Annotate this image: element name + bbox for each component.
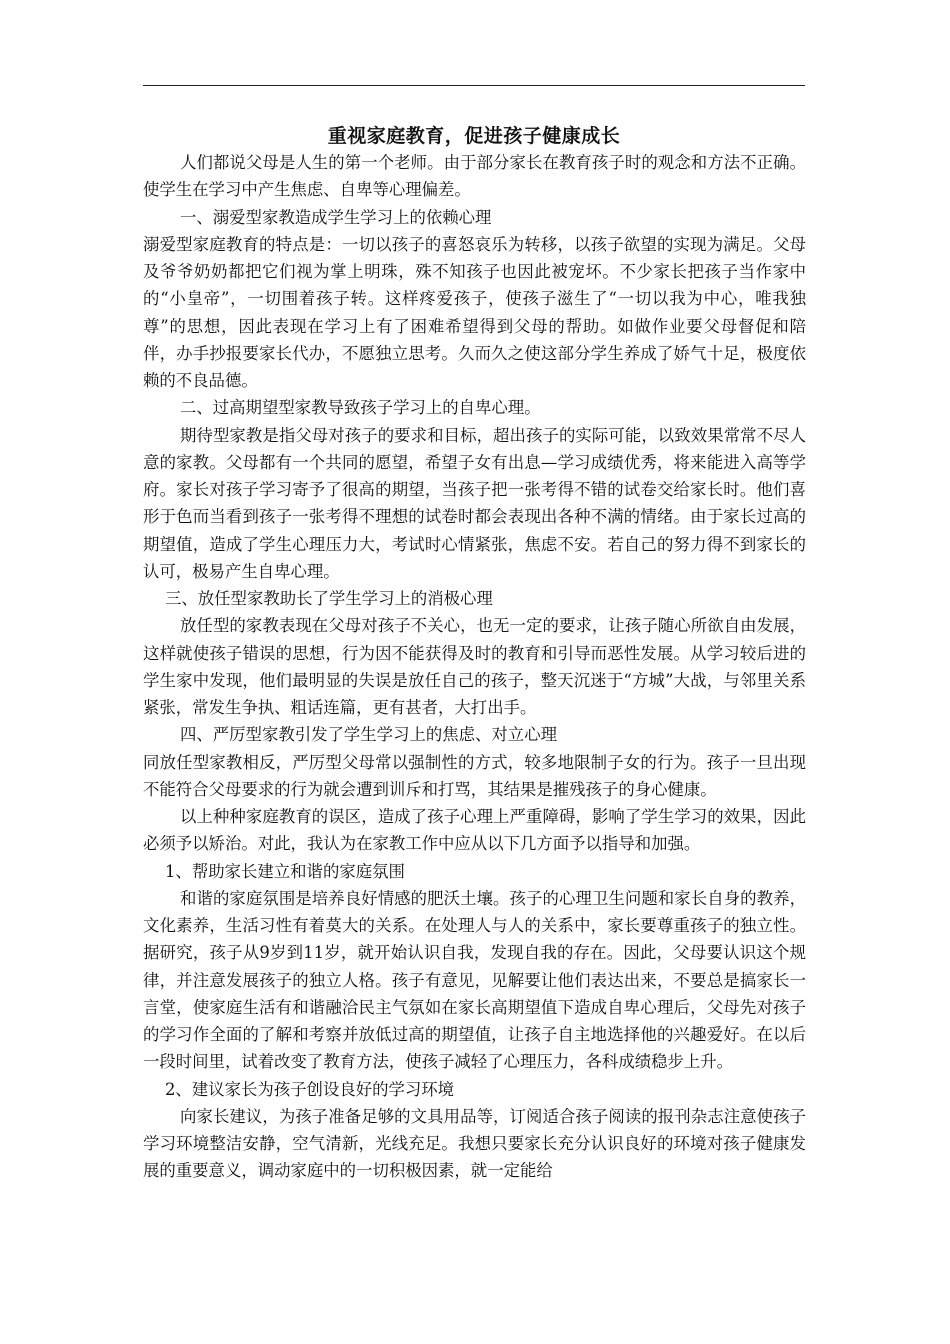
subsection-heading-1: 1、帮助家长建立和谐的家庭氛围 <box>165 861 405 881</box>
intro-paragraph: 人们都说父母是人生的第一个老师。由于部分家长在教育孩子时的观念和方法不正确。使学生在学习中产生焦虑、自卑等心理偏差。 <box>143 153 806 200</box>
body-paragraph: 同放任型家教相反，严厉型父母常以强制性的方式，较多地限制子女的行为。孩子一旦出现不能符合父母要求的行为就会遭到训斥和打骂，其结果是摧残孩子的身心健康。 <box>143 752 806 799</box>
body-paragraph: 向家长建议，为孩子准备足够的文具用品等，订阅适合孩子阅读的报刊杂志注意使孩子学习环境整洁安静，空气清新，光线充足。我想只要家长充分认识良好的环境对孩子健康发展的重要意义，调动家庭中的一切积极因素，就一定能给 <box>143 1106 806 1181</box>
document-body <box>143 149 806 1185</box>
subsection-heading-2: 2、建议家长为孩子创设良好的学习环境 <box>165 1079 455 1099</box>
section-heading-4: 四、严厉型家教引发了学生学习上的焦虑、对立心理 <box>180 725 557 745</box>
document-title: 重视家庭教育，促进孩子健康成长 <box>327 125 621 147</box>
body-paragraph: 放任型的家教表现在父母对孩子不关心，也无一定的要求，让孩子随心所欲自由发展，这样就使孩子错误的思想，行为因不能获得及时的教育和引导而恶性发展。从学习较后进的学生家中发现，他们最明显的失误是放任自己的孩子，整天沉迷于“方城”大战，与邻里关系紧张，常发生争执、粗话连篇，更有甚者，大打出手。 <box>143 616 806 717</box>
section-heading-2: 二、过高期望型家教导致孩子学习上的自卑心理。 <box>180 398 541 418</box>
body-paragraph: 和谐的家庭氛围是培养良好情感的肥沃土壤。孩子的心理卫生问题和家长自身的教养，文化素养，生活习性有着莫大的关系。在处理人与人的关系中，家长要尊重孩子的独立性。据研究，孩子从9岁到11岁，就开始认识自我，发现自我的存在。因此，父母要认识这个规律，并注意发展孩子的独立人格。孩子有意见，见解要让他们表达出来，不要总是搞家长一言堂，使家庭生活有和谐融洽民主气氛如在家长高期望值下造成自卑心理后，父母先对孩子的学习作全面的了解和考察并放低过高的期望值，让孩子自主地选择他的兴趣爱好。在以后一段时间里，试着改变了教育方法，使孩子减轻了心理压力，各科成绩稳步上升。 <box>143 888 806 1072</box>
section-heading-3: 三、放任型家教助长了学生学习上的消极心理 <box>165 589 493 608</box>
body-paragraph: 以上种种家庭教育的误区，造成了孩子心理上严重障碍，影响了学生学习的效果，因此必须予以矫治。对此，我认为在家教工作中应从以下几方面予以指导和加强。 <box>143 807 806 854</box>
section-heading-1: 一、溺爱型家教造成学生学习上的依赖心理 <box>180 207 492 227</box>
header-rule <box>143 85 805 86</box>
body-paragraph: 期待型家教是指父母对孩子的要求和目标，超出孩子的实际可能，以致效果常常不尽人意的家教。父母都有一个共同的愿望，希望子女有出息—学习成绩优秀，将来能进入高等学府。家长对孩子学习寄予了很高的期望，当孩子把一张考得不错的试卷交给家长时。他们喜形于色而当看到孩子一张考得不理想的试卷时都会表现出各种不满的情绪。由于家长过高的期望值，造成了学生心理压力大，考试时心情紧张，焦虑不安。若自己的努力得不到家长的认可，极易产生自卑心理。 <box>143 425 806 581</box>
body-paragraph: 溺爱型家庭教育的特点是：一切以孩子的喜怒哀乐为转移，以孩子欲望的实现为满足。父母及爷爷奶奶都把它们视为掌上明珠，殊不知孩子也因此被宠坏。不少家长把孩子当作家中的“小皇帝”，一切围着孩子转。这样疼爱孩子，使孩子滋生了“一切以我为中心，唯我独尊”的思想，因此表现在学习上有了困难希望得到父母的帮助。如做作业要父母督促和陪伴，办手抄报要家长代办，不愿独立思考。久而久之使这部分学生养成了娇气十足，极度依赖的不良品德。 <box>143 234 806 390</box>
